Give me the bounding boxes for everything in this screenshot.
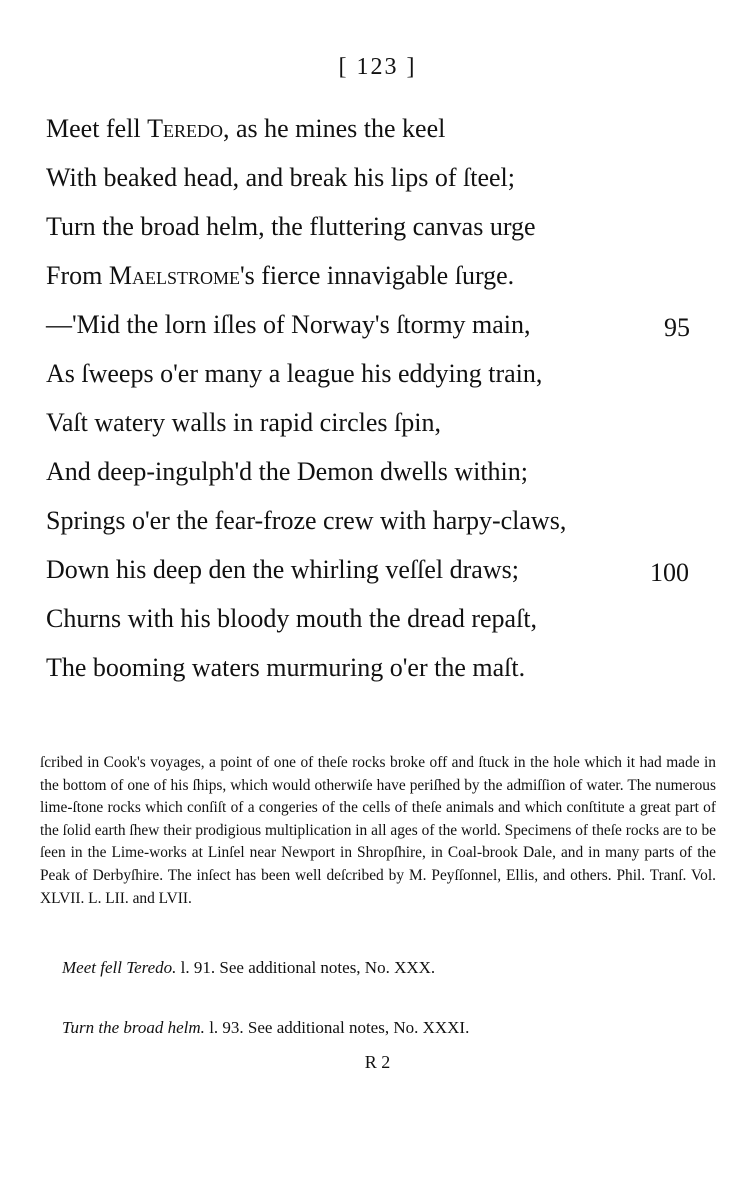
poem-line xyxy=(46,447,716,496)
footnote xyxy=(40,752,716,910)
line-number: 95 xyxy=(664,313,690,342)
poem-line xyxy=(46,643,716,692)
proper-name: Maelstrome xyxy=(108,261,240,290)
line-fragment: Turn the broad helm, the fluttering canvas urge xyxy=(46,212,536,241)
note-text: l. 93. See additional notes, No. XXXI. xyxy=(204,1018,470,1037)
footnote-text: ſcribed in Cook's voyages, a point of one of theſe rocks broke off and ſtuck in the hole which it had made in the bottom of one of his ſhips, which would otherwiſe have periſhed by the admiſſion of water. The numerous lime-ſtone rocks which conſiſt of a congeries of the cells of theſe animals and which conſtitute a great part of the ſolid earth ſhew their prodigious multiplication in all ages of the world. Specimens of theſe rocks are to be ſeen in the Lime-works at Linſel near Newport in Shropſhire, in Coal-brook Dale, and in many parts of the Peak of Derbyſhire. The inſect has been well deſcribed by M. Peyſſonnel, Ellis, and others. Phil. Tranſ. Vol. XLVII. L. LII. and LVII. xyxy=(40,754,716,907)
line-fragment: Springs o'er the fear-froze crew with harpy-claws, xyxy=(46,506,567,535)
line-fragment: As ſweeps o'er many a league his eddying train, xyxy=(46,359,543,388)
line-number: 100 xyxy=(650,558,689,587)
note-text: l. 91. See additional notes, No. XXX. xyxy=(176,958,436,977)
poem-line-text xyxy=(46,496,566,545)
line-fragment: Down his deep den the whirling veſſel draws; xyxy=(46,555,519,584)
poem-body xyxy=(46,104,716,692)
additional-note-helm xyxy=(62,1018,469,1038)
additional-note-teredo xyxy=(62,958,435,978)
poem-line-text xyxy=(46,251,514,300)
poem-line-text xyxy=(46,349,542,398)
poem-line xyxy=(46,251,716,300)
line-fragment: From xyxy=(46,261,109,290)
note-reference: Meet fell Teredo. xyxy=(62,958,177,977)
line-fragment: Meet fell xyxy=(46,114,148,143)
poem-line xyxy=(46,545,716,594)
poem-line-text xyxy=(46,300,531,349)
line-fragment: And deep-ingulph'd the Demon dwells within; xyxy=(46,457,529,486)
poem-line-text xyxy=(46,643,525,692)
poem-line xyxy=(46,398,716,447)
line-fragment: —'Mid the lorn iſles of Norway's ſtormy main, xyxy=(46,310,531,339)
poem-line-text xyxy=(46,447,528,496)
poem-line-text xyxy=(46,202,536,251)
poem-line-text xyxy=(46,545,519,594)
poem-line xyxy=(46,349,716,398)
poem-line-text xyxy=(46,594,537,643)
poem-line xyxy=(46,300,716,349)
line-fragment: Churns with his bloody mouth the dread repaſt, xyxy=(46,604,538,633)
poem-line-text xyxy=(46,104,445,153)
proper-name: Teredo xyxy=(147,114,223,143)
note-reference: Turn the broad helm. xyxy=(62,1018,205,1037)
signature-mark: R 2 xyxy=(364,1052,391,1072)
line-fragment: 's fierce innavigable ſurge. xyxy=(239,261,515,290)
poem-line-text xyxy=(46,398,441,447)
poem-line xyxy=(46,594,716,643)
line-fragment: , as he mines the keel xyxy=(222,114,446,143)
page-number: [ 123 ] xyxy=(338,54,417,80)
line-fragment: The booming waters murmuring o'er the maſt. xyxy=(46,653,526,682)
poem-line xyxy=(46,496,716,545)
line-fragment: With beaked head, and break his lips of ſteel; xyxy=(46,163,515,192)
poem-line xyxy=(46,104,716,153)
poem-line xyxy=(46,153,716,202)
poem-line xyxy=(46,202,716,251)
line-fragment: Vaſt watery walls in rapid circles ſpin, xyxy=(46,408,441,437)
poem-line-text xyxy=(46,153,515,202)
